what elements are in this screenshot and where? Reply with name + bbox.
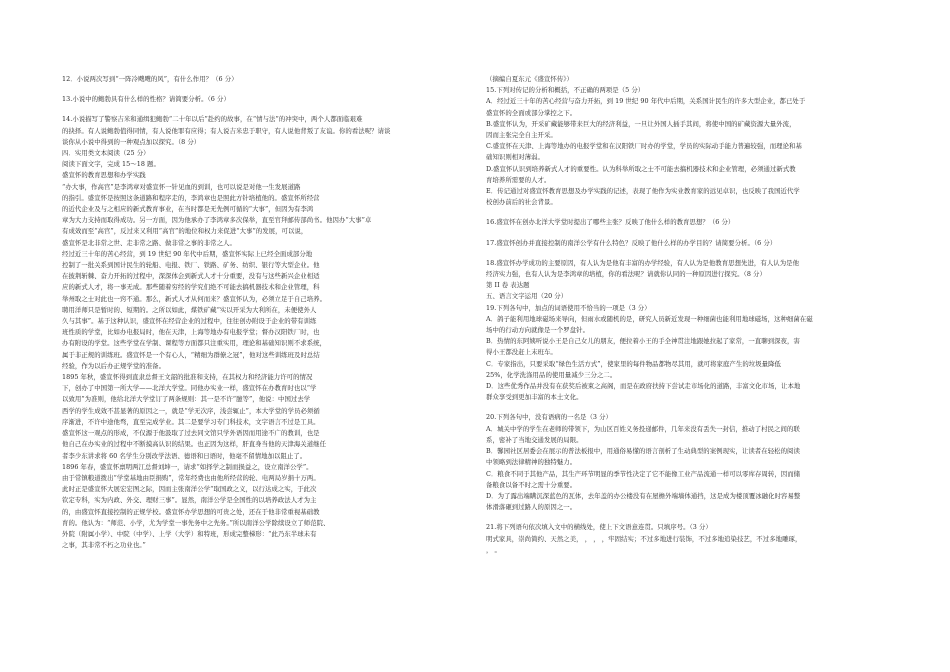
text-line: 属于非正规的训练班。盛宣怀是一个有心人，“精细为群僚之冠”，他对这些训练班及时总结 xyxy=(62,350,320,359)
text-line: D．这些优秀作品并没有在获奖后被束之高阁，而是在政府扶持下尝试走市场化的道路，丰富文化市场，让本地 xyxy=(486,382,801,391)
answer-space xyxy=(486,513,896,522)
text-line: 以致用”为准则，他给北洋大学堂订了两条规则：其一是不许“臆等”，他说：中国过去学 xyxy=(62,395,311,404)
text-line: 办有附设的学堂。这些学堂在学制、课程等方面都只注重实用，理论和基础知识则不求系统， xyxy=(62,339,327,348)
text-line: 者李少东讲求将 60 名学生分别改学法语、德语和日语时，他毫不留情地加以阻止了。 xyxy=(62,451,307,460)
answer-space xyxy=(486,208,896,217)
right-column xyxy=(486,74,896,556)
text-line: 中领略到法律精神的独特魅力。 xyxy=(486,458,577,467)
text-line: A．经过近三十年的苦心经营与奋力开拓，到 19 世纪 90 年代中后期，关系国计民生的许多大型企业，都已处于 xyxy=(486,97,806,106)
answer-space xyxy=(62,105,472,114)
left-column xyxy=(62,74,472,551)
text-line: C．粮食不同于其他产品，其生产环节明显的季节性决定了它不能像工业产品流通一样可以零库存周转，因而储 xyxy=(486,469,801,478)
text-line: 序渐进，不许中途他骛，直至完成学业。其二是要学习专门科技术，文字语言不过是工具。 xyxy=(62,417,320,426)
text-line: 20.下列各句中，没有语病的一名是（3 分） xyxy=(486,413,613,422)
text-line: 明式家具，崇尚简约、天然之美， ， ， ，牢固结实；不过多地进行装饰，不过多地追染技艺，不过多地雕琢， xyxy=(486,534,802,543)
text-line: B．馨园社区居委会在展示的普法板报中，用通俗易懂的语言剖析了生动典型的案例现实，让读者在轻松的阅读 xyxy=(486,447,800,456)
text-line: 班性质的学堂，比如办电报局时，他在天津，上海等地办有电报学堂；督办汉阳铁厂时，也 xyxy=(62,328,320,337)
text-line: 谈你从小说中得到的一种观点加以探究。（8 分） xyxy=(62,137,201,146)
text-line: 的指引。盛宣怀是按照这条道路和程序走的，李鸿章也是照此方针培植他的。盛宣怀所经营 xyxy=(62,193,320,202)
text-line: B．热情的东阿姨听说小王是自己女儿的朋友，便拉着小王的手全神贯注地跟她拉起了家常，一直聊到深夜，害 xyxy=(486,337,800,346)
text-line: 18.盛宣怀办学成功的主要原因，有人认为是他有丰富的办学经验，有人认为是他教育思想先进，有人认为是他 xyxy=(486,258,800,267)
text-line: 在披荆斩棘、奋力开拓的过程中，深深体会到新式人才十分重要，没有与这些新兴企业相适 xyxy=(62,272,320,281)
text-line: 他自己在办实业的过程中不断摸高认识的结果。也正因为这样，肝直身当他的天津海关道继任 xyxy=(62,440,327,449)
text-line: 育培养所需要的人才。 xyxy=(486,175,551,184)
text-line: 15.下列对传记的分析和概括，不正确的两项是（5 分） xyxy=(486,86,645,95)
text-line: 经过近三十年的苦心经营，到 19 世纪 90 年代中后期，盛宣怀实际上已经全面成部分地 xyxy=(62,249,313,258)
text-line: 外院（附属小学）、中院（中学）、上学（大学）和特班，形成完整梯形：“此乃东半球未有 xyxy=(62,529,317,538)
answer-space xyxy=(486,403,896,412)
text-line: 章为大力支持而取得成功。另一方面，因为他承办了李鸿章多次保举，直至官拜邮传部尚书。他因办“大事”卓 xyxy=(62,216,372,225)
text-line: 础知识则相对薄弱。 xyxy=(486,153,544,162)
text-line: D．为了露出端瞒沉深蓝色的瓦体，去年盖的办公楼没有在屋檐外端墙体通挡，这是成为楼顶覆冰融化时容易整 xyxy=(486,491,801,500)
text-line: 盛宣怀这一观点的形成，不仅源于他汲取了过去同文馆只学外语因而用途不广的教训，也是 xyxy=(62,429,320,438)
text-line: C．专家指出，只要采取“绿色生活方式”，使家里的每件物品都物尽其用，就可将家庭产生的垃圾量降低 xyxy=(486,359,781,368)
text-line: 因而主张完全自主开采。 xyxy=(486,131,557,140)
text-line: 盛宣怀的全面或部分掌控之下。 xyxy=(486,108,577,117)
text-line: 17.盛宣怀创办并直接控制的南洋公学有什么特色？反映了他什么样的办学目的？请简要分析。（6 分） xyxy=(486,238,777,247)
text-line: 钦定专科，实为内政、外交、理财三事”。显然，南洋公学是全国性的以培养政法人才为主 xyxy=(62,496,317,505)
text-line: 之事，其非常不朽之功业也。” xyxy=(62,541,146,550)
answer-space xyxy=(486,229,896,238)
text-line: 16.盛宣怀在创办北洋大学堂时提出了哪些主张？反映了他什么样的教育思想？（6 分） xyxy=(486,218,735,227)
text-line: A．鸽子能利用地球磁场来导向，但雨水或随机的是，研究人员新近发现一种细菌也能利用地球磁场，这种细菌在磁 xyxy=(486,314,813,323)
text-line: 举州取之士对此也一窍不通。那么，新式人才从何而来？盛宣怀认为，必须立足于自己培养。 xyxy=(62,294,327,303)
text-line: 久与其事”。基于这种认识，盛宣怀在经营企业的过程中，往往创办附设于企业的带有训练 xyxy=(62,317,317,326)
text-line: 下，创办了中国第一所大学——北洋大学堂。同他办实业一样，盛宣怀在办教育时也以“学 xyxy=(62,384,317,393)
text-line: 的，由盛宣怀直接控制的正规学校。盛宣怀办学思想的可贵之处，还在于他非常重视基础教 xyxy=(62,507,320,516)
text-line: 西学的学生成效不甚显著的原因之一，就是“学无次序，浅尝辄止”，本大学堂的学员必须循 xyxy=(62,406,320,415)
text-line: 19.下列各句中，加点的词语使用不恰当的一项是（3 分） xyxy=(486,303,651,312)
answer-space xyxy=(486,249,896,258)
text-line: 应的新式人才，将一事无成。那些随着穷经的学究们绝不可能去搞机器技术和企业管理，科 xyxy=(62,283,320,292)
text-line: 有成效而至“高官”，反过来又利用“高官”的地位和权力来促进“大事”的发展，可以说， xyxy=(62,227,308,236)
text-line: 13.小说中的鲍勃具有什么样的性格？请简要分析。（6 分） xyxy=(62,95,230,104)
text-line: E．传记通过对盛宣怀教育思想及办学实践的记述，表现了他作为实业教育家的远见卓识，也反映了我国近代学 xyxy=(486,187,800,196)
text-line: 1895 年秋，盛宣怀得到直隶总督王文韶的批准和支持，在其权力和经济能力许可的情况 xyxy=(62,373,313,382)
text-line: 的近代企业及与之相应的新式教育事业，在当时都是无先例可循的“大事”，但因为有李鸿 xyxy=(62,205,314,214)
text-line: 群众享受到更加丰富的本土文化。 xyxy=(486,393,583,402)
text-line: 聘用洋师只是暂时的、短期的。之所以如此，煤铁矿藏“实以开采为大利所在，未便使外人 xyxy=(62,305,317,314)
text-line: 育的。他认为：“师范、小学，尤为学堂一事先务中之先务。”所以南洋公学除续设立了师范院、 xyxy=(62,518,330,527)
text-line: 12．小说两次写到“一阵冷飕飕的风”，有什么作用？（6 分） xyxy=(62,75,238,83)
text-line: 盛宣怀的教育思想和办学实践 xyxy=(62,171,146,180)
text-line: 控制了一批关系到国计民生的轮船、电报、铁厂、铁路、矿务、纺织、银行等大型企业。他 xyxy=(62,261,320,270)
text-line: 得小王都没赶上末班车。 xyxy=(486,348,557,357)
text-line: 五、语言文字运用（20 分） xyxy=(486,292,568,301)
text-line: 经济实力强，也有人认为是李鸿章的培植，你的看法呢？请就你认同的一种原因进行探究。（8 分） xyxy=(486,270,766,279)
text-line: A．城关中学的学生在老师的带领下，为山区百姓义务投递邮件，几年来没有丢失一封信，推动了村民之间的联 xyxy=(486,424,800,433)
text-line: 第 II 卷 表达题 xyxy=(486,281,530,290)
text-line: 此时正是盛宣怀大展宏宏图之际，因而主张南洋公学“取国政之义，以行达成之实，于此次 xyxy=(62,485,317,494)
text-line: 系，密补了当地交通发展的局限。 xyxy=(486,435,583,444)
text-line: 经验，作为以后办正规学堂的准备。 xyxy=(62,361,166,370)
text-line: 场中的行动方向就像是一个罗盘针。 xyxy=(486,326,590,335)
text-line: 的抉择。有人说鲍勃值得同情，有人说他罪有应得；有人说吉米忠于职守，有人说他背叛了友谊。你的看法呢？请谈 xyxy=(62,126,391,135)
text-line: C.盛宣怀在天津、上海等地办的电报学堂和在汉阳铁厂时办的学堂，学员的实际动手能力普遍较强，而理论和基 xyxy=(486,142,802,151)
text-line: D.盛宣怀认识到培养新式人才的重要性。认为科举所取之士不可能去搞机器技术和企业管理，必须通过新式教 xyxy=(486,164,796,173)
text-line: 备粮食以备不时之需十分重要。 xyxy=(486,480,577,489)
text-line: 25%，化学洗涤用品的使用量减少三分之二。 xyxy=(486,370,617,379)
text-line: B.盛宣怀认为，开采矿藏能够带来巨大的经济利益，一旦让外国人插手其间，将使中国的矿藏资源大量外流， xyxy=(486,119,796,128)
text-line: 校创办前后的社会背景。 xyxy=(486,198,557,207)
text-line: 21.将下列语句依次填入文中的横线处，使上下文语意连贯。只填序号。（3 分） xyxy=(486,523,712,532)
text-line: 盛宣怀是北非常之世、走非常之路、做非常之事的非常之人。 xyxy=(62,238,236,247)
text-line: 体滑落砸到过路人的原因之一。 xyxy=(486,503,577,512)
answer-space xyxy=(62,85,472,94)
text-line: ， 。 xyxy=(486,545,501,554)
text-line: 14.小说描写了警察吉米和通缉犯鲍勃“二十年以后”赴约的故事，在“情与法”的冲突中，两个人都面临艰难 xyxy=(62,115,363,124)
text-line: 由于常镇粮道拨出“学堂基地由臣捐购”，常年经费也由他所经营的轮、电两局岁捐十万两。 xyxy=(62,473,320,482)
text-line: 1896 年春，盛宣怀禀明两江总督刘坤一，请求“如择学之制而损益之，设立南洋公学”。 xyxy=(62,462,313,471)
text-line: “办大事，作高官”是李鸿章对盛宣怀一针见血的到训，也可以说是对他一生发展道路 xyxy=(62,182,301,191)
text-line: 四．实用类文本阅读（25 分） xyxy=(62,149,150,158)
text-line: （摘编自夏东元《盛宣怀传》） xyxy=(486,75,573,83)
text-line: 阅读下面文字，完成 15～18 题。 xyxy=(62,160,160,169)
